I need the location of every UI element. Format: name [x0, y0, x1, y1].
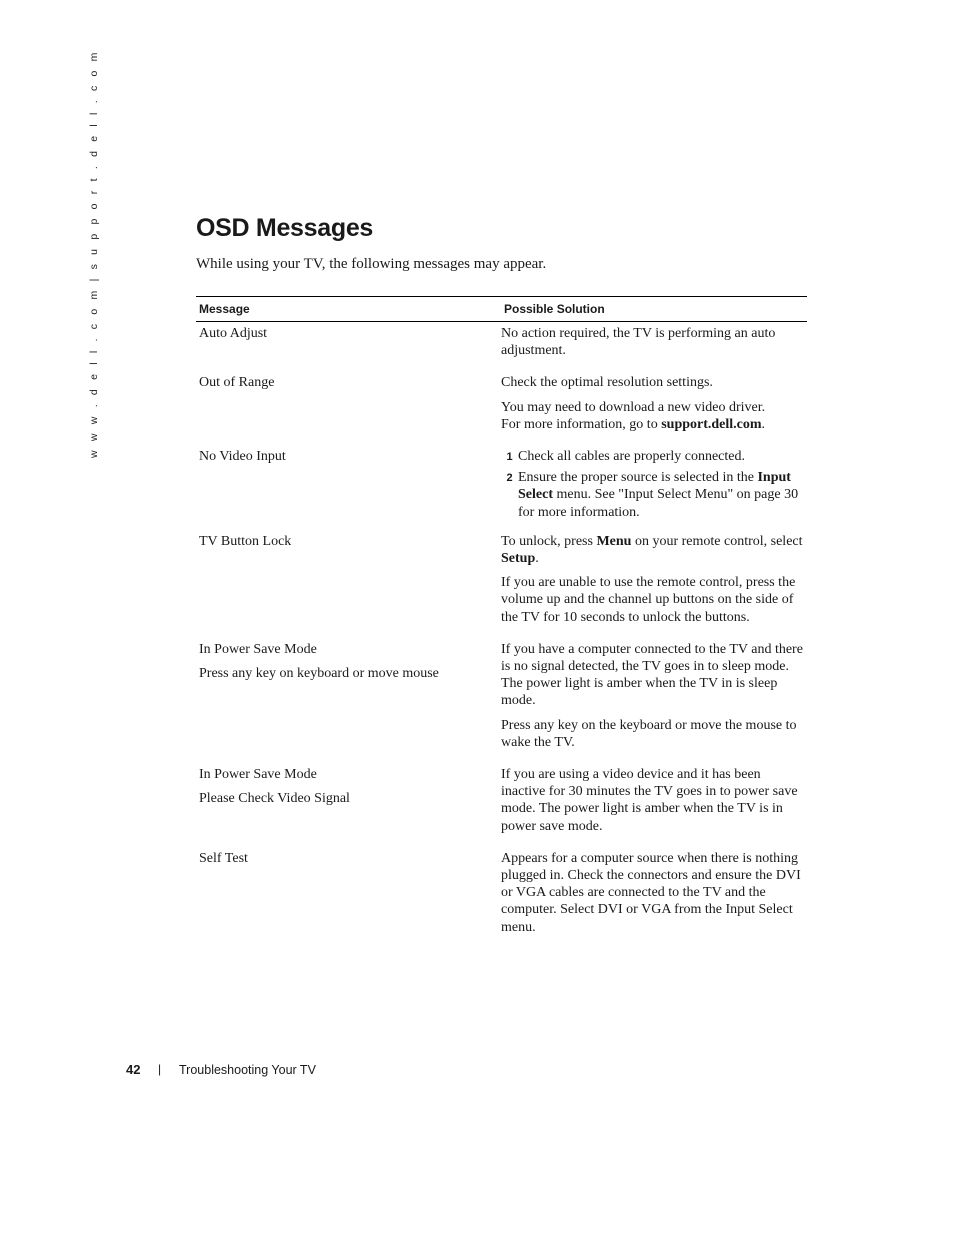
message-text: No Video Input	[199, 449, 286, 465]
steps-list	[501, 448, 807, 521]
solution-line: You may need to download a new video driver.	[501, 399, 766, 415]
solution-punct: .	[761, 416, 766, 432]
step-text: Ensure the proper source is selected in the Input Select menu. See "Input Select Menu" on page 30 for more information.	[518, 470, 799, 520]
table-row	[196, 766, 807, 842]
message-text: In Power Save Mode	[199, 641, 317, 657]
solution-text: Appears for a computer source when there is nothing plugged in. Check the connectors and ensure the DVI or VGA cables are connected to the TV and the computer. Select DVI or VGA from the Input Select menu.	[501, 850, 801, 935]
header-message: Message	[199, 302, 250, 316]
solution-text: If you are unable to use the remote control, press the volume up and the channel up buttons on the side of the TV for 10 seconds to unlock the buttons.	[501, 575, 796, 625]
intro-text: While using your TV, the following messages may appear.	[196, 256, 547, 272]
list-item	[501, 469, 807, 521]
header-solution: Possible Solution	[504, 302, 605, 316]
table-row	[196, 374, 807, 440]
solution-text: Press any key on the keyboard or move the mouse to wake the TV.	[501, 717, 797, 750]
side-url	[84, 49, 100, 462]
table-row	[196, 448, 807, 529]
message-text: Please Check Video Signal	[199, 791, 350, 807]
list-item	[501, 448, 807, 466]
page-title: OSD Messages	[196, 214, 374, 242]
table-row	[196, 533, 807, 633]
message-text: Press any key on keyboard or move mouse	[199, 666, 439, 682]
solution-text	[501, 399, 807, 433]
message-text: In Power Save Mode	[199, 767, 317, 783]
step-text: Check all cables are properly connected.	[518, 449, 746, 465]
footer-section: Troubleshooting Your TV	[179, 1063, 316, 1077]
table-header	[196, 297, 807, 322]
solution-line: For more information, go to	[501, 416, 662, 432]
message-text: TV Button Lock	[199, 533, 292, 549]
message-text: Out of Range	[199, 375, 275, 391]
solution-text: If you are using a video device and it has been inactive for 30 minutes the TV goes in to power save mode. The power light is amber when the TV is in power save mode.	[501, 767, 798, 834]
table-row	[196, 322, 807, 366]
step-number: 2	[506, 472, 513, 485]
message-text: Auto Adjust	[199, 326, 268, 341]
side-url-text: w w w . d e l l . c o m | s u p p o r t . d e l l . c o m	[88, 49, 100, 458]
table-row	[196, 850, 807, 943]
solution-text: No action required, the TV is performing an auto adjustment.	[501, 326, 776, 359]
message-text: Self Test	[199, 850, 248, 866]
solution-text: Check the optimal resolution settings.	[501, 375, 713, 391]
support-link[interactable]: support.dell.com	[661, 416, 762, 432]
osd-messages-table	[196, 296, 807, 943]
step-number: 1	[506, 451, 513, 464]
table-row	[196, 641, 807, 758]
page-number: 42	[126, 1062, 141, 1077]
footer-separator: |	[158, 1062, 162, 1076]
solution-text: To unlock, press Menu on your remote control, select Setup.	[501, 533, 803, 567]
solution-text: If you have a computer connected to the TV and there is no signal detected, the TV goes in to sleep mode. The power light is amber when the TV in is sleep mode.	[501, 641, 803, 709]
